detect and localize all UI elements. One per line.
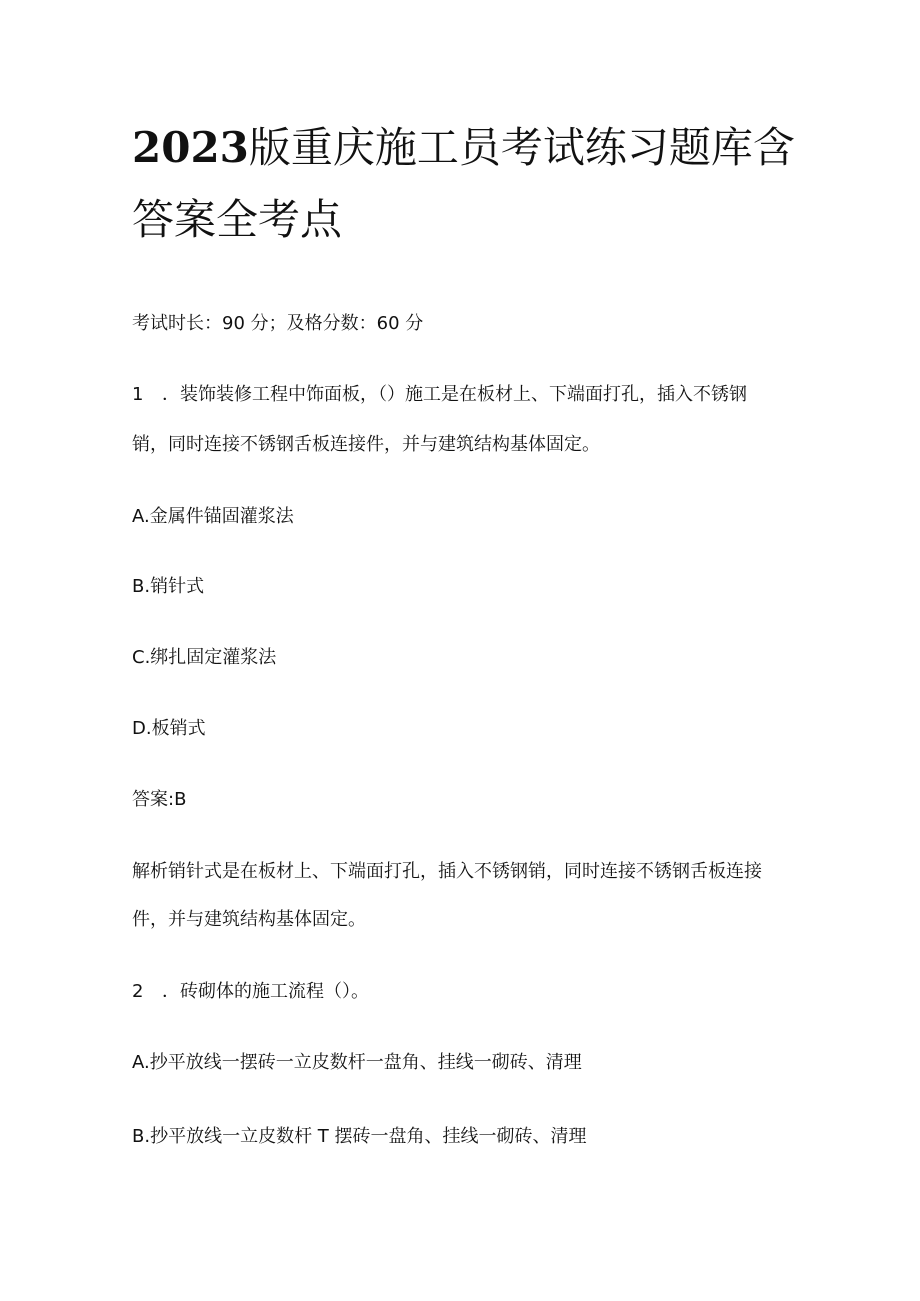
question-1-option-b: B.销针式 — [132, 576, 205, 597]
question-1-stem-line-1 — [132, 383, 747, 407]
question-1-stem-line-2: 销，同时连接不锈钢舌板连接件，并与建筑结构基体固定。 — [132, 434, 600, 455]
question-1-analysis-line-1: 解析销针式是在板材上、下端面打孔，插入不锈钢销，同时连接不锈钢舌板连接 — [132, 861, 762, 882]
question-number: 2 — [132, 981, 144, 1002]
question-1-answer: 答案:B — [132, 789, 187, 810]
title-year: 2023 — [132, 123, 249, 172]
title-line-2: 答案全考点 — [132, 195, 343, 244]
question-2-option-b: B.抄平放线一立皮数杆 T 摆砖一盘角、挂线一砌砖、清理 — [132, 1126, 587, 1147]
question-stem-text: ．砖砌体的施工流程（）。 — [162, 981, 369, 1002]
question-1-option-c: C.绑扎固定灌浆法 — [132, 647, 277, 668]
exam-info: 考试时长：90 分；及格分数：60 分 — [132, 313, 424, 334]
question-stem-text: ．装饰装修工程中饰面板，（）施工是在板材上、下端面打孔，插入不锈钢 — [162, 384, 747, 405]
question-number: 1 — [132, 384, 144, 405]
question-1-analysis-line-2: 件，并与建筑结构基体固定。 — [132, 909, 366, 930]
question-2-option-a: A.抄平放线一摆砖一立皮数杆一盘角、挂线一砌砖、清理 — [132, 1052, 582, 1073]
question-2-stem-line-1 — [132, 980, 369, 1004]
document-title — [132, 112, 812, 256]
question-1-option-d: D.板销式 — [132, 718, 206, 739]
title-line-1: 版重庆施工员考试练习题库含 — [248, 123, 795, 172]
question-1-option-a: A.金属件锚固灌浆法 — [132, 506, 294, 527]
